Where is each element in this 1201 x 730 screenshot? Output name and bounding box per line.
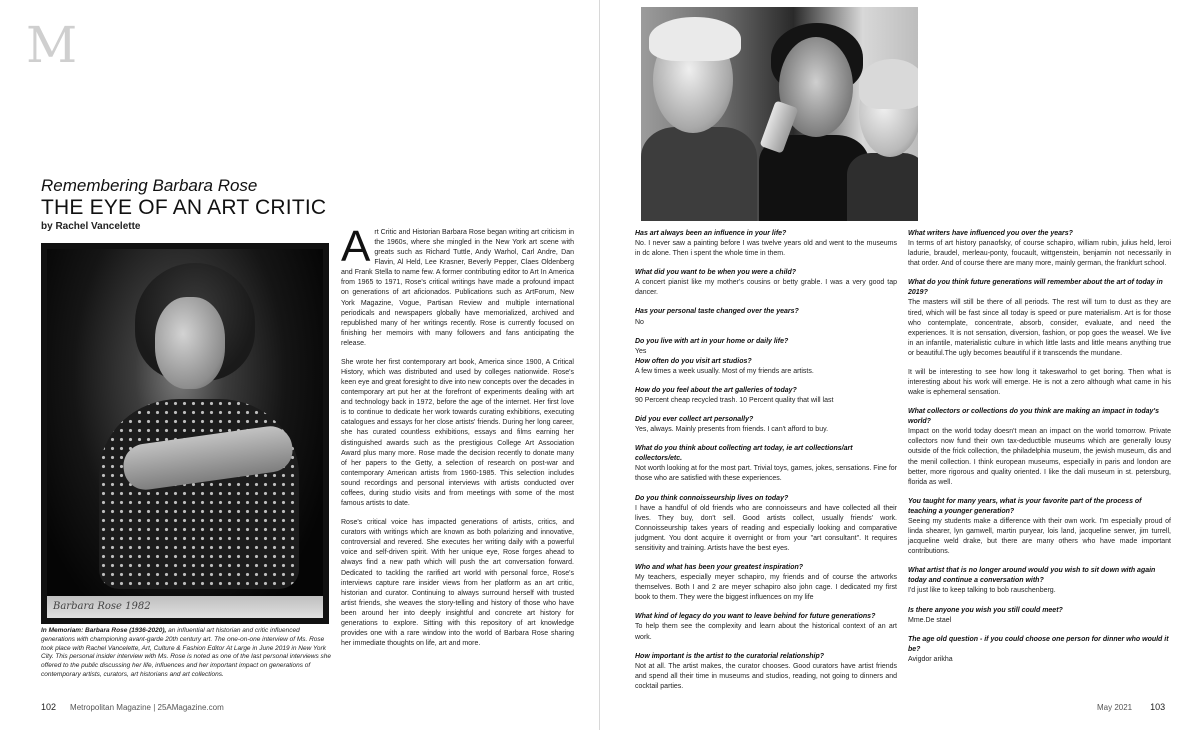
interview-answer: My teachers, especially meyer schapiro, my friends and of course the artworks themselves. Both I and 2 are meyer schapiro also john cage. I dedicated my first book to them. They were the biggest influences on my life <box>635 574 897 602</box>
qa-item <box>908 497 1171 557</box>
qa-item <box>635 337 897 357</box>
interview-question: What writers have influenced you over the years? <box>908 230 1073 237</box>
photo-caption <box>41 627 331 680</box>
interview-question: The age old question - if you could choose one person for dinner who would it be? <box>908 635 1169 653</box>
portrait-signature: Barbara Rose 1982 <box>53 601 151 612</box>
body-paragraph: Art Critic and Historian Barbara Rose began writing art criticism in the 1960s, where she mingled in the New York art scene with greats such as Richard Tuttle, Andy Warhol, Carl Andre, Dan Flavin, Al Held, Lee Krasner, Beverly Pepper, Claes Oldenberg and Frank Stella to name few. A former contributing editor to Art In America from 1965 to 1971, Rose's critical writings have made a profound impact on generations of art aficionados. Publications such as ArtForum, New York Magazine, Vogue, Partisan Review and multiple international periodicals and newspapers globally have memorialized, archived and republished many of her writings recently. Rose is currently focused on finishing her memoirs with many followers and fans anticipating the release. <box>341 222 574 347</box>
interview-question: You taught for many years, what is your favorite part of the process of teaching a younger generation? <box>908 497 1142 515</box>
page-number: 102 <box>41 702 57 712</box>
interview-answer: I have a handful of old friends who are connoisseurs and have collected all their lives. They buy, don't sell. Good artists collect, usually friends' work. Connoisseurship takes years of reading and especially looking and comparative judgment. You dont acquire it overnight or from your "art consultant". It requires sensitivity and training. Artists have the best eyes. <box>635 504 897 552</box>
left-page <box>0 0 600 730</box>
interview-question: What did you want to be when you were a child? <box>635 269 797 277</box>
body-paragraph: Rose's critical voice has impacted generations of artists, critics, and curators with writings which are known as both polarizing and innovative, controversial and revered. She executes her writing daily with a powerful voice and self-driven spirit. With her unique eye, Rose forges ahead to always find a new path which will push the art conversation forward. Dedicated to tackling the rarified art world with personal force, Rose's interviews capture rare insider views from her platform as an art critic, historian and curator. Continuing to always surround herself with trusted artist friends, she weaves the story-telling and history of those who have been around her into deeply insightful and concrete art history for generations to explore. Sitting with this repository of art knowledge provides one with a rare window into the world of Barbara Rose sharing her immediate thoughts on life, art and more. <box>341 519 574 648</box>
interview-question: Is there anyone you wish you still could meet? <box>908 606 1063 614</box>
portrait-face <box>155 297 225 389</box>
qa-item <box>908 278 1171 359</box>
interview-answer: It will be interesting to see how long it takeswarhol to get boring. Then what is interesting about his work will emerge. He is not a zero although what came in his wake is ephemeral sensation. <box>908 368 1171 397</box>
interview-question: Did you ever collect art personally? <box>635 416 754 424</box>
portrait-mat <box>47 596 323 618</box>
group-photo <box>641 7 918 221</box>
body-paragraph: She wrote her first contemporary art book, America since 1900, A Critical History, which was distributed and used by colleges nationwide. Rose's keen eye and great foresight to dive into new concepts over the decades in contemporary art put her at the forefront of experiments dealing with art and technology back in 1972, before the age of the internet. Her first love is to continue to dedicate her work towards curating exhibitions, executing catalogues and essays for her close artists' friends. During her long career, she has curated countless exhibitions, essays and films earning her distinguished awards such as the prestigious College Art Association Award plus many more. Rose made the decision recently to donate many of her papers to the Getty, a selection of research on post-war and contemporary American artists from 1960-1985. This selection includes sound recordings and personal interviews with artists conducted over coffees, during studio visits and from meetings with some of the most famous artists to date. <box>341 358 574 508</box>
interview-column-2 <box>908 229 1171 674</box>
interview-question: How important is the artist to the curatorial relationship? <box>635 652 825 660</box>
interview-answer: The masters will still be there of all periods. The rest will turn to dust as they are tired, which will be fast since all today is speed or pure materialism. Art is for those who contemplate, concentrate, absorb, consider, evaluate, and need the experiences. It is not sensation, diversion, fashion, or pop goes the weasel. We live in an infantile, materialistic culture in which little lasts and little means anything true or beautiful.The ugly becomes beautiful if it transcends the mundane. <box>908 299 1171 357</box>
interview-question: How often do you visit art studios? <box>635 357 752 365</box>
interview-answer: To help them see the complexity and learn about the historical context of an art work. <box>635 623 897 641</box>
qa-item <box>635 307 897 327</box>
figure-left-body <box>641 127 757 221</box>
interview-answer: Avigdor arikha <box>908 655 953 663</box>
interview-question: Do you live with art in your home or daily life? <box>635 337 789 345</box>
interview-question: What collectors or collections do you think are making an impact in today's world? <box>908 408 1159 426</box>
figure-right-body <box>847 153 918 221</box>
interview-answer: Yes, always. Mainly presents from friends. I can't afford to buy. <box>635 426 829 434</box>
figure-left-hair <box>649 17 741 61</box>
qa-item <box>635 494 897 554</box>
interview-question: What do you think future generations will remember about the art of today in 2019? <box>908 279 1163 297</box>
qa-item <box>635 229 897 259</box>
caption-lead: In Memoriam: Barbara Rose (1936-2020), <box>41 627 167 634</box>
right-page <box>600 0 1201 730</box>
article-headline: THE EYE OF AN ART CRITIC <box>41 196 327 219</box>
caption-body: an influential art historian and critic influenced generations with championing avant-garde 20th century art. The one-on-one interview of Ms. Rose took place with Rachel Vancelette, Art, Culture & Fashion Editor At Large in June 2019 in New York City. This personal insider interview with Ms. Rose is noted as one of the last personal interviews she offered to the public discussing her life, influences and her important impact on generations of contemporary artists, curators, art historians and art collections. <box>41 627 331 679</box>
qa-item <box>908 566 1171 596</box>
interview-answer: 90 Percent cheap recycled trash. 10 Percent quality that will last <box>635 397 834 405</box>
interview-question: Has art always been an influence in your life? <box>635 230 787 237</box>
interview-answer: Not worth looking at for the most part. Trivial toys, games, jokes, sensations. Fine for those who are satisfied with these experiences. <box>635 465 897 483</box>
interview-answer: Not at all. The artist makes, the curator chooses. Good curators have artist friends and spend all their time in museums and studios, reading, not going to dinners and cocktail parties. <box>635 662 897 690</box>
qa-item <box>635 415 897 435</box>
right-folio <box>1097 702 1165 712</box>
masthead-letter: M <box>26 16 78 74</box>
page-number: 103 <box>1150 702 1166 712</box>
interview-question: Do you think connoisseurship lives on today? <box>635 494 789 502</box>
interview-answer: Yes <box>635 347 647 355</box>
drop-cap: A <box>341 222 371 271</box>
interview-question: What artist that is no longer around would you wish to sit down with again today and continue a conversation with? <box>908 567 1156 585</box>
qa-item <box>635 652 897 692</box>
interview-column-1 <box>635 229 897 701</box>
interview-answer: Seeing my students make a difference with their own work. I'm especially proud of linda shearer, lyn gamwell, martin puryear, lois land, jacqueline serwer, jim turrell, jacqueline weld drake, but there are many others who have made important contributions. <box>908 517 1171 556</box>
article-kicker: Remembering Barbara Rose <box>41 176 258 195</box>
qa-item <box>908 368 1171 398</box>
folio-text: Metropolitan Magazine | 25AMagazine.com <box>70 703 224 712</box>
interview-answer: I'd just like to keep talking to bob rauschenberg. <box>908 587 1056 595</box>
qa-item <box>908 606 1171 626</box>
interview-answer: No. I never saw a painting before I was twelve years old and went to the museums in dc alone. Then i spent the whole time in them. <box>635 240 897 258</box>
qa-item <box>908 229 1171 269</box>
qa-item <box>635 563 897 603</box>
interview-answer: Impact on the world today doesn't mean an impact on the world tomorrow. Private collectors now fund their own tax-deductible museums which are generally lousy outside of the frick collection, the philadelphia museum, the jewish museum, dis and the menil collection. I think european museums, especially in paris and london are better, more rigorous and quality oriented. I like the dali museum in st. petersburg, florida as well. <box>908 428 1171 486</box>
interview-answer: Mme.De stael <box>908 616 952 624</box>
qa-item <box>635 268 897 298</box>
interview-answer: No <box>635 318 644 326</box>
qa-item <box>635 612 897 642</box>
figure-right-hair <box>859 59 918 109</box>
qa-item <box>908 407 1171 488</box>
qa-item <box>635 357 897 377</box>
portrait-photo <box>41 243 329 624</box>
qa-item <box>908 635 1171 665</box>
interview-question: Has your personal taste changed over the years? <box>635 308 799 316</box>
left-folio <box>41 702 224 712</box>
article-body <box>341 222 574 658</box>
interview-question: Who and what has been your greatest inspiration? <box>635 564 804 572</box>
qa-item <box>635 386 897 406</box>
article-byline: by Rachel Vancelette <box>41 221 141 232</box>
interview-question: What do you think about collecting art today, ie art collections/art collectors/etc. <box>635 445 853 463</box>
interview-question: What kind of legacy do you want to leave behind for future generations? <box>635 613 876 621</box>
interview-answer: In terms of art history panaofsky, of course schapiro, william rubin, julius held, leroi ladurie, braudel, merleau-ponty, foucault, wittgenstein, benjamin not necessarily in that order. And of course there are many more, mainly german, the frankfurt school. <box>908 240 1171 268</box>
interview-answer: A few times a week usually. Most of my friends are artists. <box>635 367 814 375</box>
qa-item <box>635 444 897 484</box>
folio-text: May 2021 <box>1097 703 1133 712</box>
interview-question: How do you feel about the art galleries of today? <box>635 386 797 394</box>
interview-answer: A concert pianist like my mother's cousins or betty grable. I was a very good tap dancer. <box>635 279 897 297</box>
